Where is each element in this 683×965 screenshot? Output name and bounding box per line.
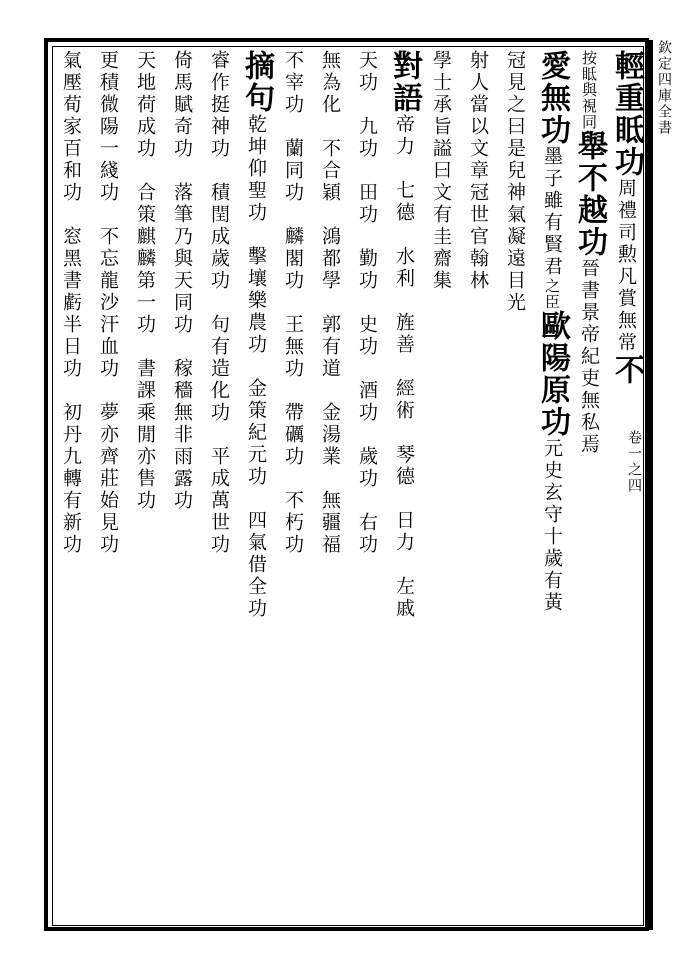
entry-text: 天地荷成功 合策麒麟第一功 書課乘閒亦售功 [134, 50, 156, 512]
entry-heading: 舉不越功 [572, 130, 607, 258]
entry-text: 無為化 不合穎 鴻都學 郭有道 金湯業 無疆福 [319, 50, 341, 556]
entry-text: 墨子雖有賢君 [541, 146, 563, 278]
entry-text: 玄守 [541, 482, 563, 526]
entry-text: 吏無私焉 [578, 368, 600, 456]
entry-text: 更積微陽一綫功 不忘龍沙汗血功 夢亦齊莊始見功 [97, 50, 119, 556]
entry-text: 倚馬賦奇功 落筆乃與天同功 稼穡無非雨露功 [171, 50, 193, 512]
entry-text: 射人當以文章冠世官翰林 [467, 50, 489, 292]
text-column [200, 50, 238, 920]
text-column [274, 50, 312, 920]
entry-text: 睿作挺神功 積閏成歲功 句有造化功 平成萬世功 [208, 50, 230, 556]
text-column [385, 50, 423, 920]
text-column [533, 50, 571, 920]
text-column [496, 50, 534, 920]
text-column [89, 50, 127, 920]
entry-heading: 輕重眡功 [609, 50, 644, 178]
entry-text: 學士承旨謚曰文有圭齋集 [430, 50, 452, 292]
text-column [311, 50, 349, 920]
entry-text: 十歲有黃 [541, 526, 563, 614]
entry-text: 按眡與視同 [580, 50, 598, 130]
entry-heading: 對語 [387, 50, 422, 114]
entry-text: 晉書景帝紀 [578, 258, 600, 368]
entry-text: 乾坤仰聖功 擊壤樂農功 金策紀元功 四氣借全功 [245, 114, 267, 620]
entry-text: 冠見之曰是兒神氣凝遠目光 [504, 50, 526, 314]
text-column [459, 50, 497, 920]
entry-text: 帝力 七德 水利 旌善 經術 琴德 日力 左戚 [393, 114, 415, 620]
text-column [570, 50, 608, 920]
entry-heading: 不 [609, 354, 644, 386]
text-column [607, 50, 645, 920]
entry-text: 元史 [541, 438, 563, 482]
text-column [163, 50, 201, 920]
text-column [237, 50, 275, 920]
entry-heading: 摘句 [239, 50, 274, 114]
entry-heading: 愛無功 [535, 50, 570, 146]
text-column [422, 50, 460, 920]
text-column [348, 50, 386, 920]
text-column [52, 50, 90, 920]
text-column [126, 50, 164, 920]
juan-label: 卷一之四 [626, 430, 642, 494]
entry-text: 氣壓荀家百和功 窓黑書虧半日功 初丹九轉有新功 [60, 50, 82, 556]
entry-text: 天功 九功 田功 勤功 史功 酒功 歲功 右功 [356, 50, 378, 556]
book-title: 欽定四庫全書 [656, 40, 672, 136]
entry-text: 不宰功 蘭同功 麟閣功 王無功 帶礪功 不朽功 [282, 50, 304, 556]
entry-text: 之臣 [543, 278, 561, 310]
entry-heading: 歐陽原功 [535, 310, 570, 438]
entry-text: 周禮司勲凡賞無常 [615, 178, 637, 354]
